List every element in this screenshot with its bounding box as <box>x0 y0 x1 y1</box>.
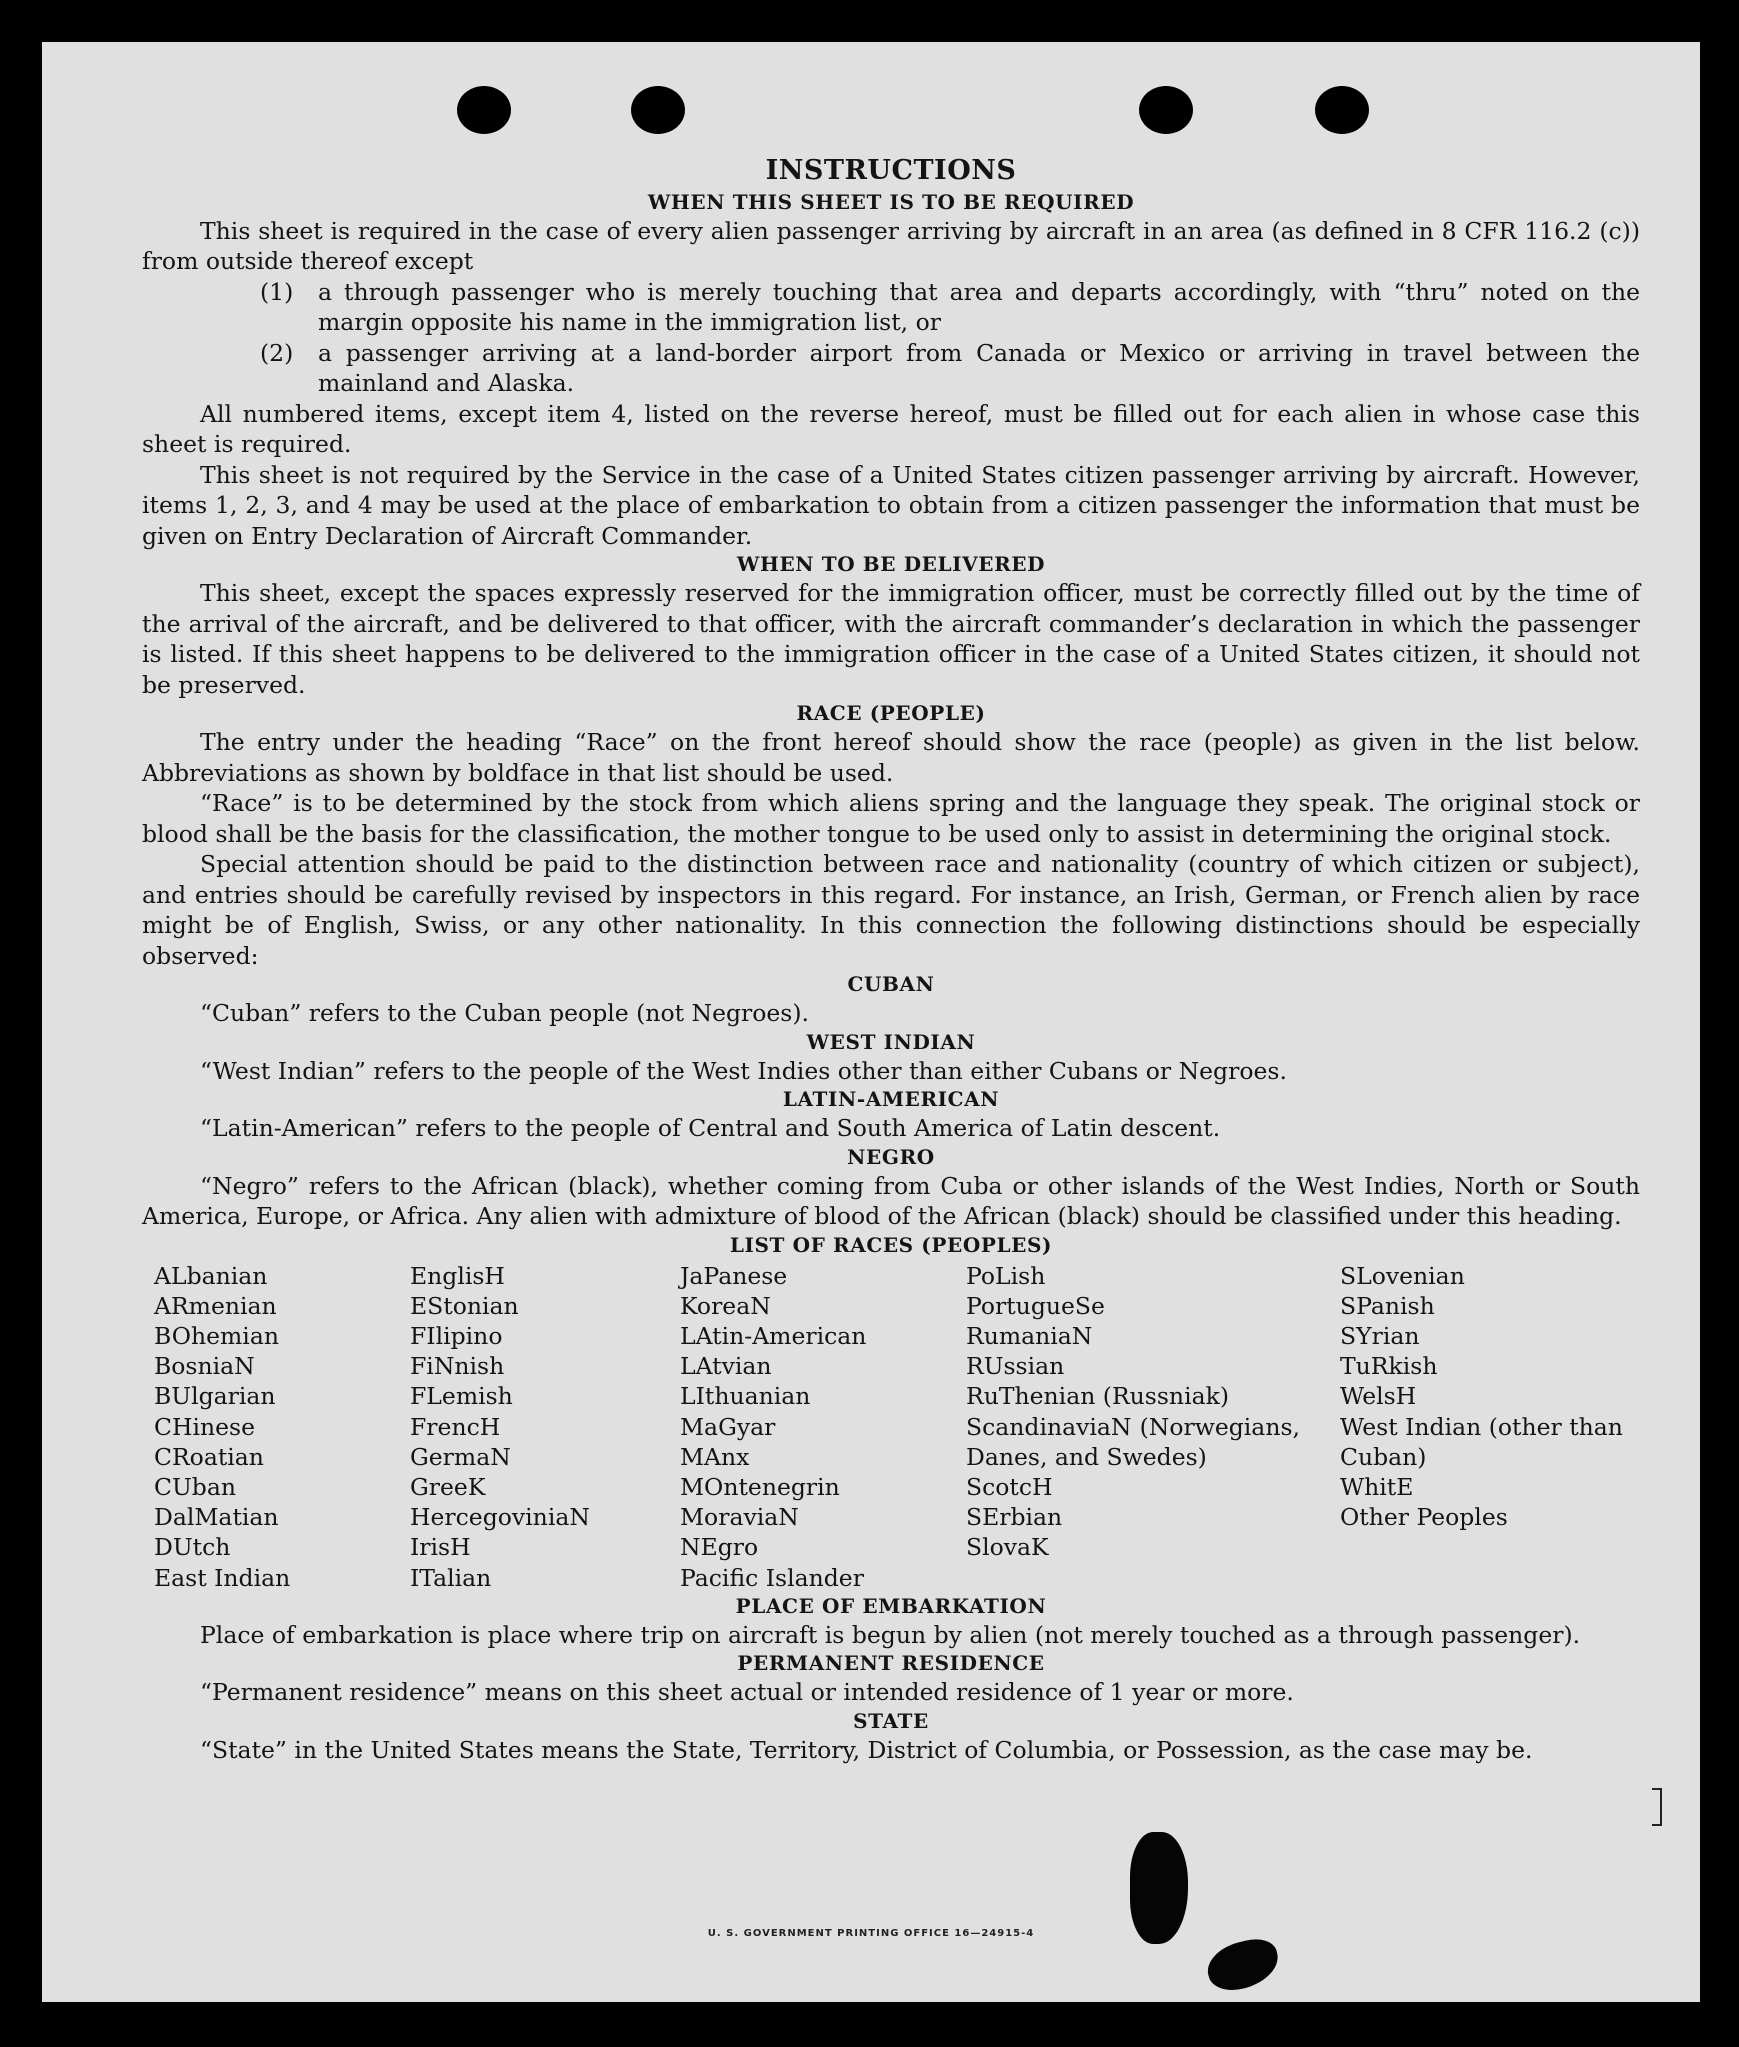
state-text: “State” in the United States means the State, Territory, District of Columbia, or Possession, as the case may be. <box>200 1735 1533 1764</box>
race-entry: BosniaN <box>154 1352 255 1381</box>
races-list <box>142 1261 1640 1593</box>
citizen-paragraph: This sheet is not required by the Service in the case of a United States citizen passenger arriving by aircraft. However, items 1, 2, 3, and 4 may be used at the place of embarkation to obtain from a citizen passenger the information that must be given on Entry Declaration of Aircraft Commander. <box>142 460 1640 550</box>
exception-text: a through passenger who is merely touching that area and departs accordingly, with “thru” noted on the margin opposite his name in the immigration list, or <box>318 277 1640 336</box>
race-entry: SPanish <box>1340 1291 1435 1320</box>
place-of-embarkation-text: Place of embarkation is place where trip on aircraft is begun by alien (not merely touched as a through passenger). <box>200 1620 1581 1649</box>
races-column <box>154 1261 410 1593</box>
race-entry: RUssian <box>966 1352 1065 1381</box>
race-entry: PoLish <box>966 1261 1046 1290</box>
race-entry: CUban <box>154 1472 236 1501</box>
race-entry: MoraviaN <box>680 1503 799 1532</box>
heading-cuban: CUBAN <box>847 972 935 996</box>
exception-number: (2) <box>260 338 294 367</box>
heading-when-required: WHEN THIS SHEET IS TO BE REQUIRED <box>647 189 1135 214</box>
race-entry: RuThenian (Russniak) <box>966 1382 1229 1411</box>
heading-negro: NEGRO <box>847 1144 935 1169</box>
heading-west-indian: WEST INDIAN <box>806 1029 976 1054</box>
race-entry: DalMatian <box>154 1503 279 1532</box>
heading-state: STATE <box>853 1708 929 1733</box>
race-entry: MOntenegrin <box>680 1472 840 1501</box>
race-entry: SErbian <box>966 1503 1063 1532</box>
page-title: INSTRUCTIONS <box>765 155 1017 186</box>
race-entry: LAtvian <box>680 1352 772 1381</box>
race-entry: ARmenian <box>154 1291 277 1320</box>
race-paragraph: Special attention should be paid to the distinction between race and nationality (country of which citizen or subject), and entries should be carefully revised by inspectors in this regard. For instance, an Irish, German, or French alien by race might be of English, Swiss, or any other nationality. In this connection the following distinctions should be especially observed: <box>142 850 1640 970</box>
race-entry: WelsH <box>1340 1382 1417 1411</box>
heading-race: RACE (PEOPLE) <box>796 701 986 725</box>
race-entry: East Indian <box>154 1563 291 1592</box>
when-required-intro: This sheet is required in the case of every alien passenger arriving by aircraft in an area (as defined in 8 CFR 116.2 (c)) from outside thereof except <box>142 216 1640 275</box>
races-column <box>966 1261 1340 1593</box>
exception-item <box>260 277 1640 338</box>
heading-place-of-embarkation: PLACE OF EMBARKATION <box>735 1593 1047 1618</box>
race-entry: MAnx <box>680 1442 750 1471</box>
race-entry: MaGyar <box>680 1412 776 1441</box>
race-entry: SLovenian <box>1340 1261 1465 1290</box>
negro-definition: “Negro” refers to the African (black), whether coming from Cuba or other islands of the West Indies, North or South America, Europe, or Africa. Any alien with admixture of blood of the African (black) should be classified under this heading. <box>142 1171 1640 1230</box>
west-indian-definition: “West Indian” refers to the people of the West Indies other than either Cubans or Negroes. <box>200 1056 1287 1085</box>
when-delivered-text: This sheet, except the spaces expressly reserved for the immigration officer, must be correctly filled out by the time of the arrival of the aircraft, and be delivered to that officer, with the aircraft commander’s declaration in which the passenger is listed. If this sheet happens to be delivered to the immigration officer in the case of a United States citizen, it should not be preserved. <box>142 579 1640 699</box>
heading-when-delivered: WHEN TO BE DELIVERED <box>736 552 1046 576</box>
race-entry: BOhemian <box>154 1321 279 1350</box>
race-entry: ScandinaviaN (Norwegians, Danes, and Swedes) <box>966 1412 1300 1471</box>
numbered-items-paragraph: All numbered items, except item 4, listed on the reverse hereof, must be filled out for each alien in whose case this sheet is required. <box>142 399 1640 458</box>
race-entry: PortugueSe <box>966 1291 1105 1320</box>
race-entry: Pacific Islander <box>680 1563 864 1592</box>
permanent-residence-text: “Permanent residence” means on this sheet actual or intended residence of 1 year or more. <box>200 1678 1294 1707</box>
race-entry: CHinese <box>154 1412 255 1441</box>
race-entry: CRoatian <box>154 1442 264 1471</box>
race-entry: SlovaK <box>966 1533 1049 1562</box>
heading-list-of-races: LIST OF RACES (PEOPLES) <box>729 1232 1053 1257</box>
race-entry: DUtch <box>154 1533 231 1562</box>
exception-item <box>260 338 1640 399</box>
race-entry: GreeK <box>410 1472 486 1501</box>
ink-blot <box>1203 1934 1284 1996</box>
race-entry: FLemish <box>410 1382 513 1411</box>
race-entry: ITalian <box>410 1563 492 1592</box>
printing-office-footer: U. S. GOVERNMENT PRINTING OFFICE 16—24915-4 <box>707 1928 1035 1939</box>
race-entry: LIthuanian <box>680 1382 811 1411</box>
heading-latin-american: LATIN-AMERICAN <box>782 1087 1000 1111</box>
race-entry: FrencH <box>410 1412 501 1441</box>
race-entry: Other Peoples <box>1340 1503 1508 1532</box>
race-entry: KoreaN <box>680 1291 771 1320</box>
race-paragraph: “Race” is to be determined by the stock from which aliens spring and the language they speak. The original stock or blood shall be the basis for the classification, the mother tongue to be used only to assist in determining the original stock. <box>142 789 1640 848</box>
race-entry: JaPanese <box>680 1261 788 1290</box>
race-entry: West Indian (other than Cuban) <box>1340 1412 1623 1471</box>
race-entry: WhitE <box>1340 1472 1414 1501</box>
races-column <box>680 1261 966 1593</box>
race-entry: ScotcH <box>966 1472 1053 1501</box>
race-entry: EnglisH <box>410 1261 505 1290</box>
latin-american-definition: “Latin-American” refers to the people of Central and South America of Latin descent. <box>200 1114 1221 1142</box>
race-entry: SYrian <box>1340 1321 1420 1350</box>
race-entry: IrisH <box>410 1533 471 1562</box>
race-entry: EStonian <box>410 1291 519 1320</box>
race-entry: GermaN <box>410 1442 511 1471</box>
race-entry: HercegoviniaN <box>410 1503 590 1532</box>
exception-number: (1) <box>260 277 294 306</box>
races-column <box>1340 1261 1640 1593</box>
margin-bracket <box>1652 1788 1662 1826</box>
race-entry: ALbanian <box>154 1261 268 1290</box>
race-entry: NEgro <box>680 1533 759 1562</box>
races-column <box>410 1261 680 1593</box>
race-entry: BUlgarian <box>154 1382 276 1411</box>
cuban-definition: “Cuban” refers to the Cuban people (not Negroes). <box>200 999 810 1027</box>
race-entry: LAtin-American <box>680 1321 867 1350</box>
race-entry: TuRkish <box>1340 1352 1438 1381</box>
exception-text: a passenger arriving at a land-border airport from Canada or Mexico or arriving in travel between the mainland and Alaska. <box>318 338 1640 397</box>
document-sheet <box>42 42 1700 2002</box>
race-entry: RumaniaN <box>966 1321 1093 1350</box>
race-entry: FiNnish <box>410 1352 505 1381</box>
instructions-body <box>142 114 1640 1765</box>
race-paragraph: The entry under the heading “Race” on the front hereof should show the race (people) as given in the list below. Abbreviations as shown by boldface in that list should be used. <box>142 728 1640 787</box>
heading-permanent-residence: PERMANENT RESIDENCE <box>737 1651 1045 1676</box>
race-entry: FIlipino <box>410 1321 503 1350</box>
